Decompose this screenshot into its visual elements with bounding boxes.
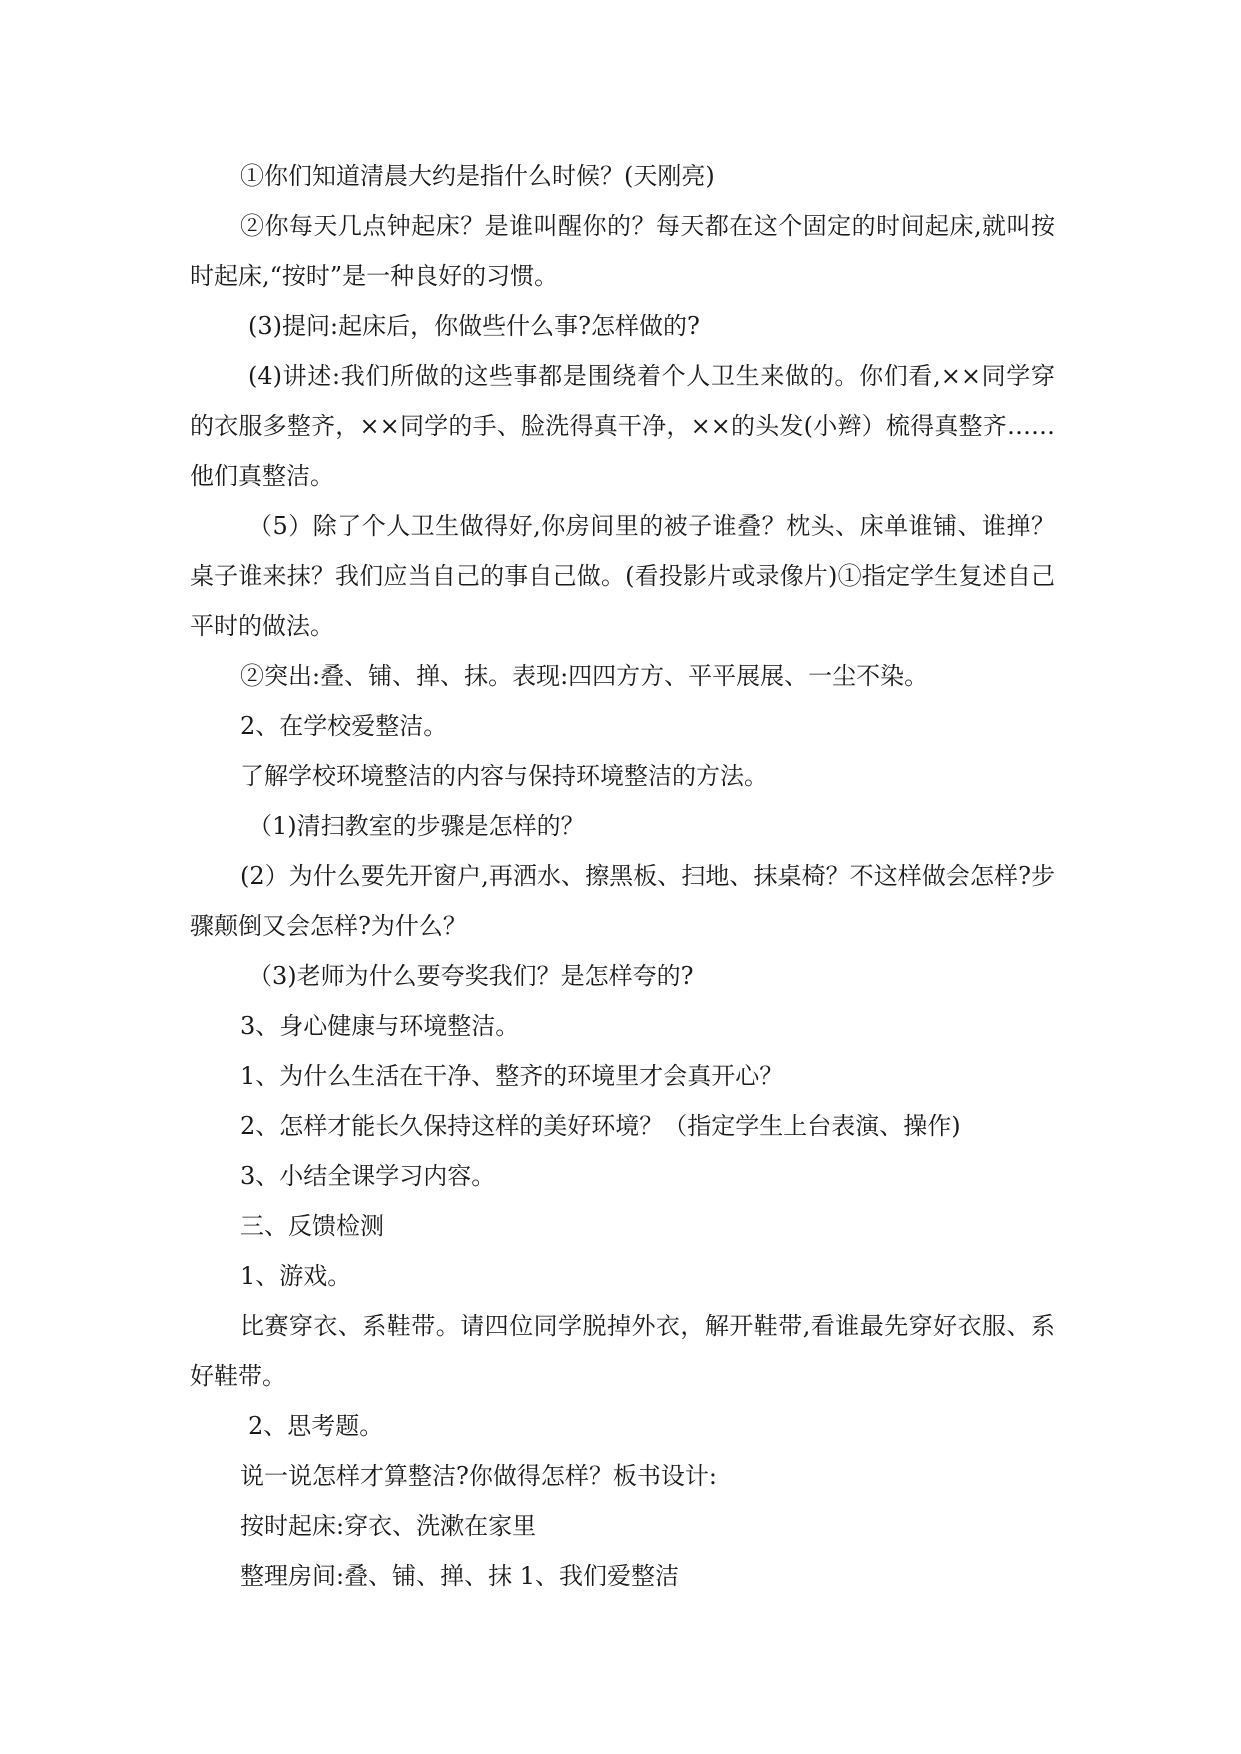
paragraph-11: （3)老师为什么要夸奖我们？是怎样夸的? bbox=[248, 962, 694, 990]
paragraph-21: 按时起床:穿衣、洗漱在家里 bbox=[240, 1512, 537, 1540]
paragraph-15: 3、小结全课学习内容。 bbox=[240, 1162, 496, 1190]
paragraph-9: （1)清扫教室的步骤是怎样的？ bbox=[248, 812, 585, 840]
paragraph-2: ②你每天几点钟起床？是谁叫醒你的？每天都在这个固定的时间起床,就叫按时起床,“按时”是一种良好的习惯。 bbox=[190, 212, 1055, 290]
paragraph-5: （5）除了个人卫生做得好,你房间里的被子谁叠？枕头、床单谁铺、谁掸？桌子谁来抹？我们应当自己的事自己做。(看投影片或录像片)①指定学生复述自己平时的做法。 bbox=[190, 512, 1055, 640]
paragraph-4: (4)讲述:我们所做的这些事都是围绕着个人卫生来做的。你们看,××同学穿的衣服多整齐，××同学的手、脸洗得真干净，××的头发(小辫）梳得真整齐……他们真整洁。 bbox=[190, 362, 1055, 490]
paragraph-13: 1、为什么生活在干净、整齐的环境里才会真开心？ bbox=[240, 1062, 784, 1090]
paragraph-3: (3)提问:起床后，你做些什么事?怎样做的? bbox=[248, 312, 700, 340]
paragraph-18: 比赛穿衣、系鞋带。请四位同学脱掉外衣，解开鞋带,看谁最先穿好衣服、系好鞋带。 bbox=[190, 1312, 1055, 1390]
paragraph-17: 1、游戏。 bbox=[240, 1262, 352, 1290]
paragraph-8: 了解学校环境整洁的内容与保持环境整洁的方法。 bbox=[240, 762, 768, 790]
paragraph-12: 3、身心健康与环境整洁。 bbox=[240, 1012, 520, 1040]
paragraph-1: ①你们知道清晨大约是指什么时候？(天刚亮) bbox=[240, 162, 715, 190]
paragraph-16: 三、反馈检测 bbox=[240, 1212, 384, 1240]
paragraph-20: 说一说怎样才算整洁?你做得怎样？板书设计: bbox=[240, 1462, 717, 1490]
paragraph-6: ②突出:叠、铺、掸、抹。表现:四四方方、平平展展、一尘不染。 bbox=[240, 662, 929, 690]
paragraph-19: 2、思考题。 bbox=[248, 1412, 384, 1440]
document-page bbox=[190, 151, 1055, 1601]
paragraph-7: 2、在学校爱整洁。 bbox=[240, 712, 448, 740]
paragraph-22: 整理房间:叠、铺、掸、抹 1、我们爱整洁 bbox=[240, 1562, 679, 1590]
paragraph-14: 2、怎样才能长久保持这样的美好环境？（指定学生上台表演、操作) bbox=[240, 1112, 961, 1140]
paragraph-10: (2）为什么要先开窗户,再洒水、擦黑板、扫地、抹桌椅？不这样做会怎样?步骤颠倒又会怎样?为什么？ bbox=[190, 862, 1055, 940]
